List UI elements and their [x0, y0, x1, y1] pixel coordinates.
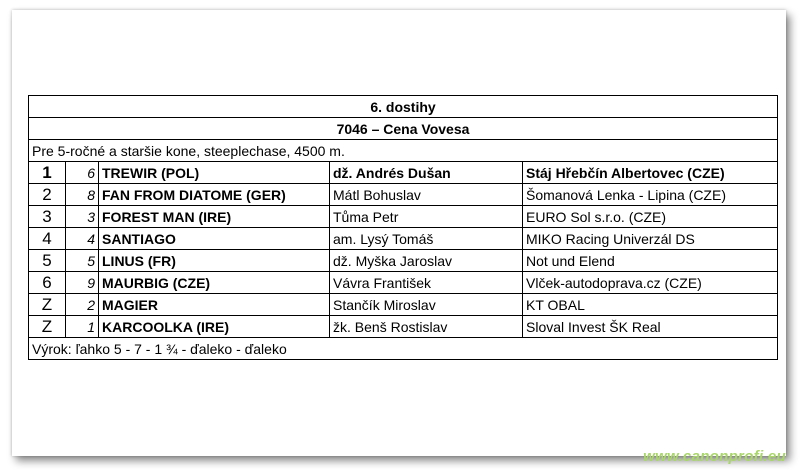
result-row — [29, 184, 778, 206]
number-cell: 6 — [66, 162, 99, 184]
number-cell: 3 — [66, 206, 99, 228]
place-cell: 2 — [29, 184, 66, 206]
result-row — [29, 206, 778, 228]
number-cell: 4 — [66, 228, 99, 250]
result-row — [29, 272, 778, 294]
place-cell: 1 — [29, 162, 66, 184]
jockey-cell: dž. Myška Jaroslav — [330, 250, 523, 272]
result-row — [29, 250, 778, 272]
owner-cell: MIKO Racing Univerzál DS — [523, 228, 778, 250]
horse-cell: FOREST MAN (IRE) — [99, 206, 330, 228]
jockey-cell: žk. Benš Rostislav — [330, 316, 523, 338]
place-cell: 3 — [29, 206, 66, 228]
race-subtitle-row — [29, 118, 778, 140]
jockey-cell: dž. Andrés Dušan — [330, 162, 523, 184]
result-row — [29, 162, 778, 184]
horse-cell: SANTIAGO — [99, 228, 330, 250]
jockey-cell: Stančík Miroslav — [330, 294, 523, 316]
place-cell: 5 — [29, 250, 66, 272]
horse-cell: LINUS (FR) — [99, 250, 330, 272]
owner-cell: Šomanová Lenka - Lipina (CZE) — [523, 184, 778, 206]
horse-cell: FAN FROM DIATOME (GER) — [99, 184, 330, 206]
horse-cell: MAURBIG (CZE) — [99, 272, 330, 294]
race-conditions: Pre 5-ročné a staršie kone, steeplechase, 4500 m. — [29, 140, 778, 162]
owner-cell: EURO Sol s.r.o. (CZE) — [523, 206, 778, 228]
result-row — [29, 228, 778, 250]
place-cell: Z — [29, 294, 66, 316]
place-cell: Z — [29, 316, 66, 338]
place-cell: 6 — [29, 272, 66, 294]
race-subtitle: 7046 – Cena Vovesa — [29, 118, 778, 140]
number-cell: 5 — [66, 250, 99, 272]
jockey-cell: Vávra František — [330, 272, 523, 294]
horse-cell: TREWIR (POL) — [99, 162, 330, 184]
result-row — [29, 294, 778, 316]
number-cell: 8 — [66, 184, 99, 206]
owner-cell: Vlček-autodoprava.cz (CZE) — [523, 272, 778, 294]
number-cell: 1 — [66, 316, 99, 338]
race-results-table — [28, 95, 778, 360]
horse-cell: MAGIER — [99, 294, 330, 316]
race-title-row — [29, 96, 778, 118]
jockey-cell: Tůma Petr — [330, 206, 523, 228]
jockey-cell: am. Lysý Tomáš — [330, 228, 523, 250]
number-cell: 2 — [66, 294, 99, 316]
number-cell: 9 — [66, 272, 99, 294]
horse-cell: KARCOOLKA (IRE) — [99, 316, 330, 338]
race-title: 6. dostihy — [29, 96, 778, 118]
place-cell: 4 — [29, 228, 66, 250]
race-verdict: Výrok: ľahko 5 - 7 - 1 ¾ - ďaleko - ďaleko — [29, 338, 778, 360]
race-conditions-row — [29, 140, 778, 162]
footer-row — [29, 338, 778, 360]
result-row — [29, 316, 778, 338]
owner-cell: Stáj Hřebčín Albertovec (CZE) — [523, 162, 778, 184]
watermark: www.canonprofi.eu — [643, 448, 786, 465]
owner-cell: KT OBAL — [523, 294, 778, 316]
jockey-cell: Mátl Bohuslav — [330, 184, 523, 206]
owner-cell: Sloval Invest ŠK Real — [523, 316, 778, 338]
owner-cell: Not und Elend — [523, 250, 778, 272]
